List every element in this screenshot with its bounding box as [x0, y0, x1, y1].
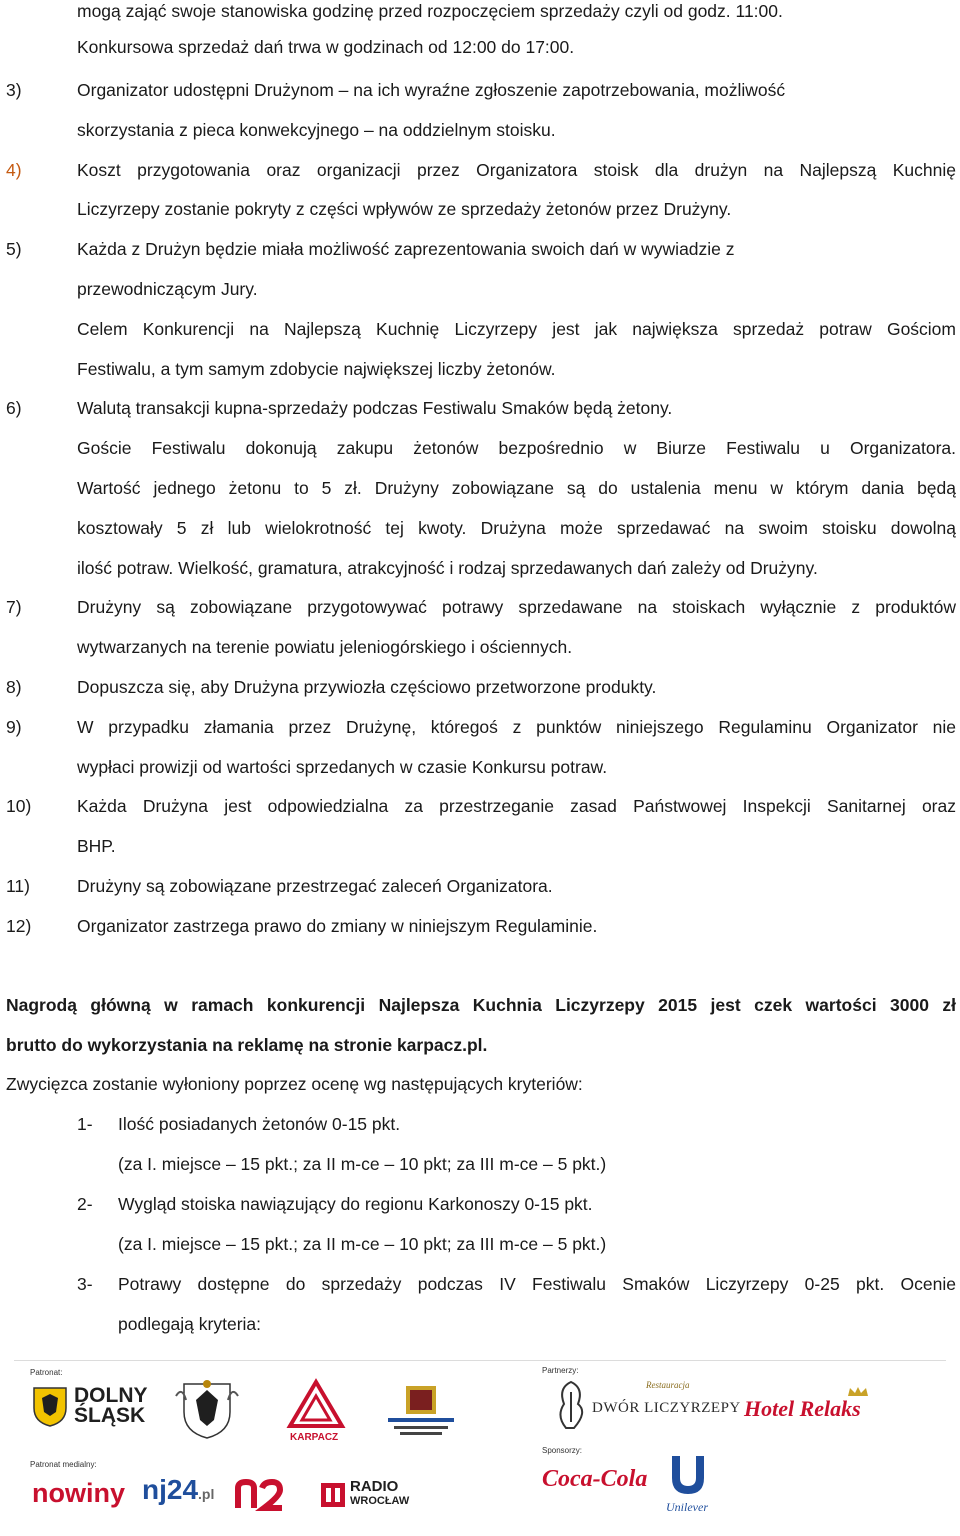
coca-cola-logo-text: Coca-Cola — [542, 1466, 648, 1492]
text-line: Festiwalu, a tym samym zdobycie największej liczby żetonów. — [77, 359, 556, 379]
criteria-text: Ilość posiadanych żetonów 0-15 pkt. — [118, 1114, 401, 1134]
text-line: kosztowały 5 zł lub wielokrotność tej kwoty. Drużyna może sprzedawać na swoim stoisku dowolną — [77, 518, 956, 538]
partnerzy-label: Partnerzy: — [542, 1366, 579, 1375]
prize-text: Nagrodą główną w ramach konkurencji Najlepsza Kuchnia Liczyrzepy 2015 jest czek wartości 3000 zł — [6, 995, 956, 1015]
text-line: Każda Drużyna jest odpowiedzialna za przestrzeganie zasad Państwowej Inspekcji Sanitarnej oraz — [77, 796, 956, 816]
item-number: 7) — [6, 597, 22, 617]
criteria-number: 2- — [77, 1194, 93, 1214]
criteria-number: 3- — [77, 1274, 93, 1294]
item-number: 5) — [6, 239, 22, 259]
text-line: Wartość jednego żetonu to 5 zł. Drużyny zobowiązane są do ustalenia menu w którym dania będą — [77, 478, 956, 498]
text-line: Liczyrzepy zostanie pokryty z części wpływów ze sprzedaży żetonów przez Drużyny. — [77, 199, 732, 219]
text-line: Każda z Drużyn będzie miała możliwość zaprezentowania swoich dań w wywiadzie z — [77, 239, 735, 259]
item-number: 9) — [6, 717, 22, 737]
hotel-relaks-logo-text: Hotel Relaks — [744, 1396, 861, 1421]
radio-wroclaw-logo-text: RADIO WROCŁAW — [350, 1478, 410, 1507]
item-number: 10) — [6, 796, 32, 816]
karpacz-logo — [286, 1378, 346, 1434]
text-line: mogą zająć swoje stanowiska godzinę przed rozpoczęciem sprzedaży czyli od godz. 11:00. — [77, 1, 783, 21]
dolny-slask-crest-logo — [32, 1386, 68, 1428]
text-line: W przypadku złamania przez Drużynę, któregoś z punktów niniejszego Regulaminu Organizator nie — [77, 717, 956, 737]
criteria-number: 1- — [77, 1114, 93, 1134]
text-line: skorzystania z pieca konwekcyjnego – na oddzielnym stoisku. — [77, 120, 556, 140]
item-number: 12) — [6, 916, 32, 936]
patronat-label: Patronat: — [30, 1368, 63, 1377]
text-line: Drużyny są zobowiązane przestrzegać zaleceń Organizatora. — [77, 876, 553, 896]
text-line: wytwarzanych na terenie powiatu jeleniogórskiego i ościennych. — [77, 637, 573, 657]
dwor-liczyrzepy-logo-text: DWÓR LICZYRZEPY — [592, 1400, 741, 1416]
item-number: 6) — [6, 398, 22, 418]
text-line: Organizator udostępni Drużynom – na ich wyraźne zgłoszenie zapotrzebowania, możliwość — [77, 80, 786, 100]
item-number: 4) — [6, 160, 22, 180]
nowiny-logo-text: nowiny — [32, 1478, 125, 1508]
criteria-text: Potrawy dostępne do sprzedaży podczas IV Festiwalu Smaków Liczyrzepy 0-25 pkt. Ocenie — [118, 1274, 956, 1294]
item-number: 11) — [6, 876, 30, 896]
dolny-slask-logo-text: DOLNY ŚLĄSK — [74, 1384, 148, 1427]
text-line: Walutą transakcji kupna-sprzedaży podczas Festiwalu Smaków będą żetony. — [77, 398, 673, 418]
unilever-u-icon — [666, 1452, 710, 1498]
dwor-liczyrzepy-emblem-icon — [548, 1378, 594, 1432]
text-line: przewodniczącym Jury. — [77, 279, 258, 299]
criteria-detail: (za I. miejsce – 15 pkt.; za II m-ce – 10 pkt; za III m-ce – 5 pkt.) — [118, 1234, 607, 1254]
text-line: Celem Konkurencji na Najlepszą Kuchnię Liczyrzepy jest jak największa sprzedaż potraw Gościom — [77, 319, 956, 339]
text-line: Drużyny są zobowiązane przygotowywać potrawy sprzedawane na stoiskach wyłącznie z produktów — [77, 597, 956, 617]
footer-divider — [14, 1360, 946, 1361]
item-number: 3) — [6, 80, 22, 100]
sponsor-footer — [0, 1356, 960, 1536]
association-emblem-logo — [384, 1380, 458, 1438]
text-line: Konkursowa sprzedaż dań trwa w godzinach od 12:00 do 17:00. — [77, 37, 575, 57]
prize-text: brutto do wykorzystania na reklamę na stronie karpacz.pl. — [6, 1035, 488, 1055]
text-line: Goście Festiwalu dokonują zakupu żetonów bezpośrednio w Biurze Festiwalu u Organizatora. — [77, 438, 956, 458]
sponsorzy-label: Sponsorzy: — [542, 1446, 583, 1455]
criteria-detail: podlegają kryteria: — [118, 1314, 261, 1334]
dwor-liczyrzepy-subtitle: Restauracja — [646, 1380, 690, 1390]
karpacz-logo-text: KARPACZ — [290, 1432, 339, 1443]
radio-wroclaw-icon — [320, 1482, 346, 1508]
text-line: wypłaci prowizji od wartości sprzedanych w czasie Konkursu potraw. — [77, 757, 608, 777]
coat-of-arms-logo — [172, 1376, 242, 1442]
text-line: ilość potraw. Wielkość, gramatura, atrakcyjność i rodzaj sprzedawanych dań zależy od Drużyny. — [77, 558, 818, 578]
patronat-medialny-label: Patronat medialny: — [30, 1460, 97, 1469]
criteria-text: Wygląd stoiska nawiązujący do regionu Karkonoszy 0-15 pkt. — [118, 1194, 593, 1214]
hotel-crown-icon — [846, 1386, 870, 1398]
unilever-logo-text: Unilever — [666, 1500, 708, 1514]
item-number: 8) — [6, 677, 22, 697]
text-line: Organizator zastrzega prawo do zmiany w niniejszym Regulaminie. — [77, 916, 598, 936]
n2-logo-icon — [234, 1478, 286, 1512]
criteria-detail: (za I. miejsce – 15 pkt.; za II m-ce – 10 pkt; za III m-ce – 5 pkt.) — [118, 1154, 607, 1174]
nj24-logo-text: nj24.pl — [142, 1474, 215, 1505]
text-line: Koszt przygotowania oraz organizacji przez Organizatora stoisk dla drużyn na Najlepszą Kuchnię — [77, 160, 956, 180]
criteria-intro: Zwycięzca zostanie wyłoniony poprzez ocenę wg następujących kryteriów: — [6, 1074, 583, 1094]
text-line: Dopuszcza się, aby Drużyna przywiozła częściowo przetworzone produkty. — [77, 677, 657, 697]
text-line: BHP. — [77, 836, 116, 856]
